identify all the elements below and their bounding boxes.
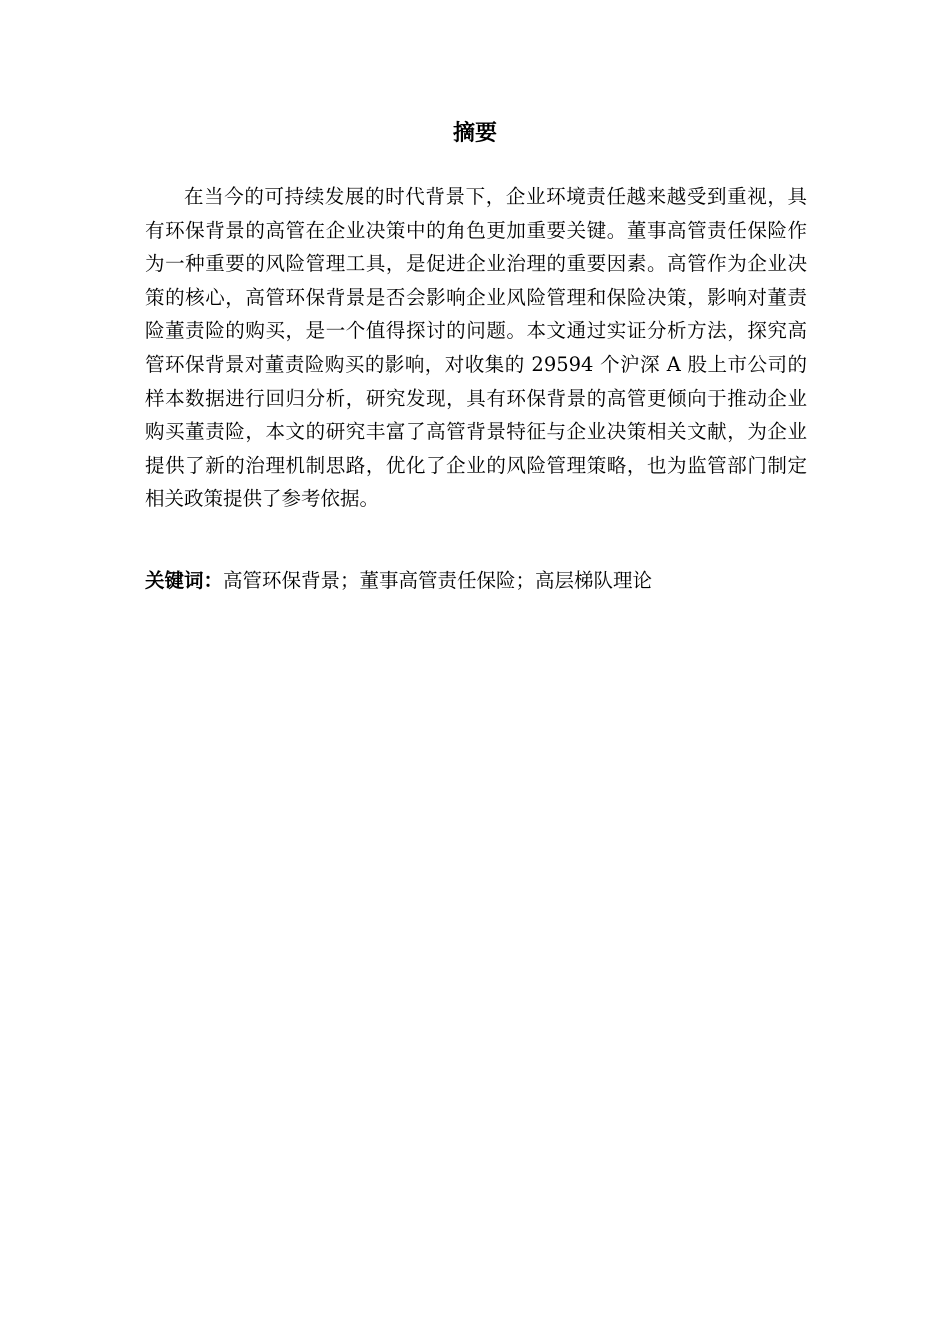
keywords-text: 高管环保背景；董事高管责任保险；高层梯队理论 <box>223 569 653 592</box>
keywords-line <box>145 564 807 597</box>
page-title: 摘要 <box>452 121 497 146</box>
keywords-label: 关键词： <box>145 569 224 592</box>
abstract-paragraph: 在当今的可持续发展的时代背景下，企业环境责任越来越受到重视，具有环保背景的高管在企业决策中的角色更加重要关键。董事高管责任保险作为一种重要的风险管理工具，是促进企业治理的重要因素。高管作为企业决策的核心，高管环保背景是否会影响企业风险管理和保险决策，影响对董责险董责险的购买，是一个值得探讨的问题。本文通过实证分析方法，探究高管环保背景对董责险购买的影响，对收集的 29594 个沪深 A 股上市公司的样本数据进行回归分析，研究发现，具有环保背景的高管更倾向于推动企业购买董责险，本文的研究丰富了高管背景特征与企业决策相关文献，为企业提供了新的治理机制思路，优化了企业的风险管理策略，也为监管部门制定相关政策提供了参考依据。 <box>145 185 807 511</box>
